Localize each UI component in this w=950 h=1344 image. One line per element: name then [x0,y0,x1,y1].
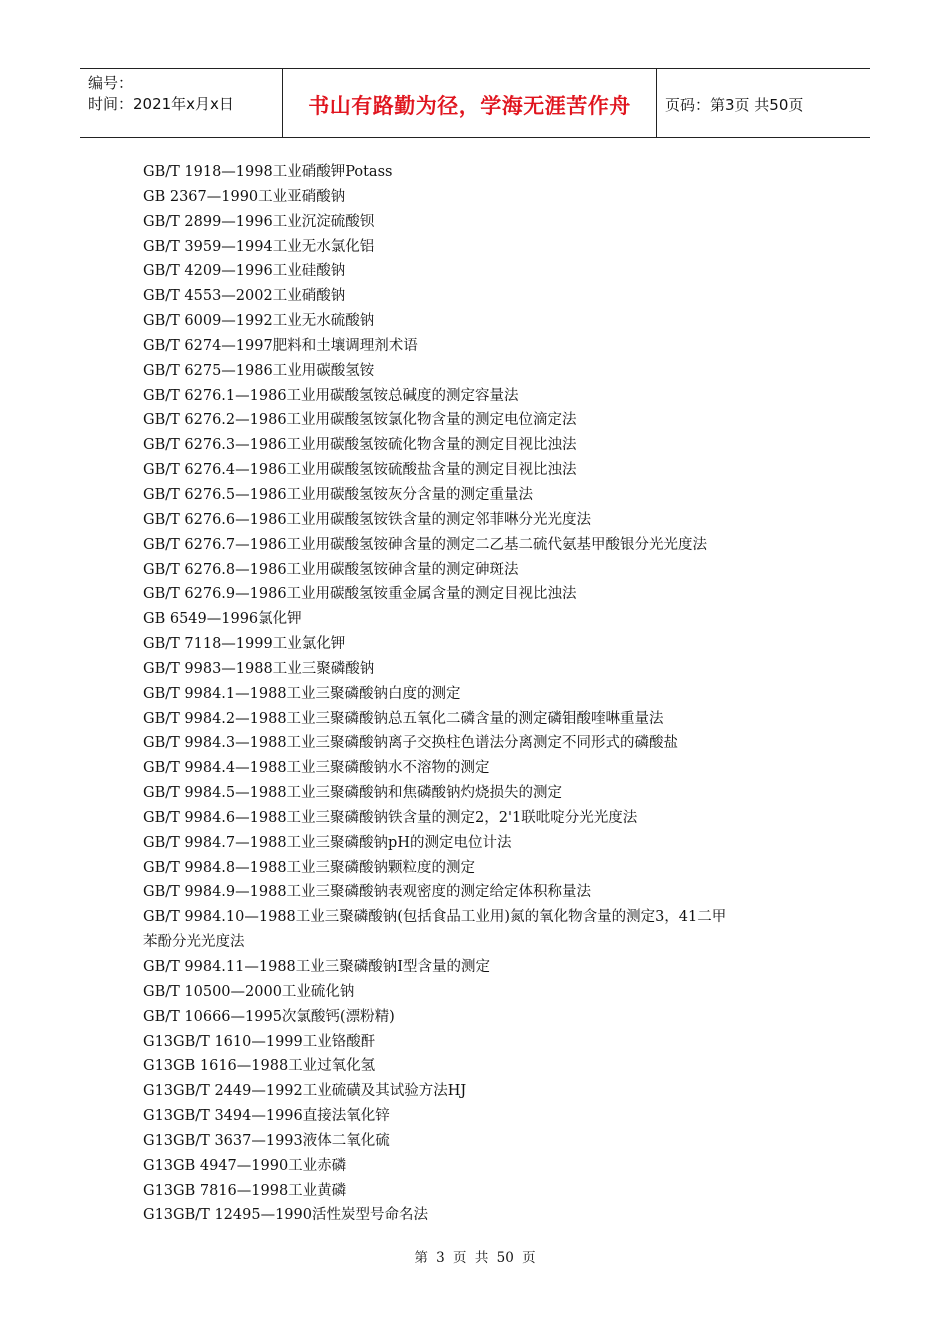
standard-entry: GB/T 6276.8—1986工业用碳酸氢铵砷含量的测定砷斑法 [143,561,519,578]
page-footer: 第 3 页 共 50 页 [414,1250,536,1266]
standard-entry: G13GB 7816—1998工业黄磷 [143,1182,347,1199]
standard-entry: 苯酚分光光度法 [143,934,245,951]
standard-entry: GB/T 10666—1995次氯酸钙(漂粉精) [143,1008,395,1025]
standard-entry: GB/T 6276.2—1986工业用碳酸氢铵氯化物含量的测定电位滴定法 [143,412,577,429]
standard-entry: GB/T 9984.3—1988工业三聚磷酸钠离子交换柱色谱法分离测定不同形式的磷酸盐 [143,735,679,752]
standard-entry: GB/T 6009—1992工业无水硫酸钠 [143,313,375,330]
standard-entry: GB/T 6275—1986工业用碳酸氢铵 [143,362,375,379]
standard-entry: GB/T 9983—1988工业三聚磷酸钠 [143,660,375,677]
standard-entry: GB/T 6276.1—1986工业用碳酸氢铵总碱度的测定容量法 [143,387,519,404]
standard-entry: GB/T 6276.6—1986工业用碳酸氢铵铁含量的测定邻菲啉分光光度法 [143,511,592,528]
standards-list [143,160,823,1228]
standard-entry: GB/T 6276.5—1986工业用碳酸氢铵灰分含量的测定重量法 [143,486,534,503]
standard-entry: G13GB/T 12495—1990活性炭型号命名法 [143,1207,428,1224]
standard-entry: GB/T 9984.9—1988工业三聚磷酸钠表观密度的测定给定体积称量法 [143,884,592,901]
standard-entry: G13GB/T 3494—1996直接法氧化锌 [143,1108,390,1125]
standard-entry: GB/T 4209—1996工业硅酸钠 [143,263,346,280]
header-meta [80,69,283,137]
document-date: 时间：2021年x月x日 [88,95,234,113]
standard-entry: GB 2367—1990工业亚硝酸钠 [143,188,346,205]
header-motto: 书山有路勤为径，学海无涯苦作舟 [283,69,657,137]
standard-entry: GB/T 3959—1994工业无水氯化铝 [143,238,375,255]
standard-entry: GB/T 9984.7—1988工业三聚磷酸钠pH的测定电位计法 [143,834,512,851]
standard-entry: GB/T 9984.11—1988工业三聚磷酸钠Ⅰ型含量的测定 [143,959,490,975]
standard-entry: G13GB 4947—1990工业赤磷 [143,1157,347,1174]
standard-entry: GB/T 6276.7—1986工业用碳酸氢铵砷含量的测定二乙基二硫代氨基甲酸银分光光度法 [143,536,708,553]
standard-entry: GB/T 9984.4—1988工业三聚磷酸钠水不溶物的测定 [143,760,490,777]
document-number-label: 编号： [88,74,134,92]
standard-entry: GB/T 1918—1998工业硝酸钾Potass [143,164,393,180]
standard-entry: GB/T 9984.10—1988工业三聚磷酸钠(包括食品工业用)氮的氧化物含量的测定3，41二甲 [143,909,727,926]
standard-entry: G13GB 1616—1988工业过氧化氢 [143,1058,376,1075]
standard-entry: GB/T 6276.4—1986工业用碳酸氢铵硫酸盐含量的测定目视比浊法 [143,462,577,479]
standard-entry: GB/T 9984.1—1988工业三聚磷酸钠白度的测定 [143,685,461,702]
standard-entry: GB/T 4553—2002工业硝酸钠 [143,288,346,305]
standard-entry: GB/T 9984.8—1988工业三聚磷酸钠颗粒度的测定 [143,859,476,876]
standard-entry: G13GB/T 2449—1992工业硫磺及其试验方法HJ [143,1083,467,1100]
standard-entry: GB/T 9984.5—1988工业三聚磷酸钠和焦磷酸钠灼烧损失的测定 [143,785,563,802]
standard-entry: GB/T 6274—1997肥料和土壤调理剂术语 [143,337,418,354]
standard-entry: GB/T 7118—1999工业氯化钾 [143,636,346,653]
standard-entry: GB/T 6276.9—1986工业用碳酸氢铵重金属含量的测定目视比浊法 [143,586,577,603]
header-page-number: 页码：第3页 共50页 [665,95,804,114]
standard-entry: G13GB/T 1610—1999工业铬酸酐 [143,1033,376,1050]
standard-entry: GB/T 6276.3—1986工业用碳酸氢铵硫化物含量的测定目视比浊法 [143,437,577,454]
standard-entry: GB/T 10500—2000工业硫化钠 [143,983,355,1000]
page-header [80,68,870,138]
standard-entry: GB/T 9984.6—1988工业三聚磷酸钠铁含量的测定2，2'1联吡啶分光光度法 [143,809,638,826]
standard-entry: G13GB/T 3637—1993液体二氧化硫 [143,1132,390,1149]
standard-entry: GB 6549—1996氯化钾 [143,611,302,628]
standard-entry: GB/T 9984.2—1988工业三聚磷酸钠总五氧化二磷含量的测定磷钼酸喹啉重量法 [143,710,664,727]
standard-entry: GB/T 2899—1996工业沉淀硫酸钡 [143,213,375,230]
